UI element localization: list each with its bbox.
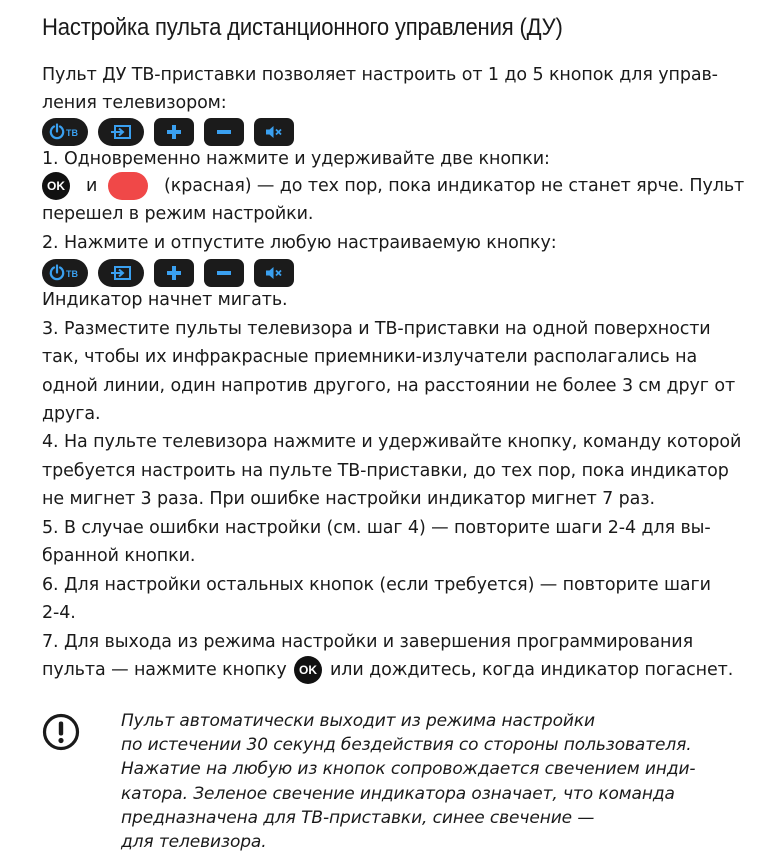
power-tv-icon <box>48 123 82 141</box>
intro-line-2: ления телевизором: <box>42 93 227 113</box>
step3-line-1: 3. Разместите пульты телевизора и ТВ-приставки на одной поверхности <box>42 319 711 339</box>
note-line-5: предназначена для ТВ-приставки, синее свечение — <box>121 808 595 828</box>
step3-line-2: так, чтобы их инфракрасные приемники-излучатели располагались на <box>42 347 698 367</box>
mute-button <box>254 118 294 146</box>
minus-icon <box>216 124 232 140</box>
step7-line-2a: пульта — нажмите кнопку <box>42 660 287 680</box>
volume-down-button <box>204 259 244 287</box>
step4-line-1: 4. На пульте телевизора нажмите и удерживайте кнопку, команду которой <box>42 432 742 452</box>
note-line-6: для телевизора. <box>121 832 267 852</box>
step1-line-1: 1. Одновременно нажмите и удерживайте две кнопки: <box>42 149 550 169</box>
step3-line-4: друга. <box>42 404 101 424</box>
mute-icon <box>265 125 283 139</box>
ok-icon: OK <box>42 172 70 200</box>
tv-label: TB <box>66 269 78 279</box>
power-tv-button <box>42 259 88 287</box>
step7-line-2b: или дождитесь, когда индикатор погаснет. <box>330 660 734 680</box>
tv-label: TB <box>66 128 78 138</box>
page-title: Настройка пульта дистанционного управления (ДУ) <box>42 14 563 41</box>
minus-icon <box>216 265 232 281</box>
step7-line-1: 7. Для выхода из режима настройки и завершения программирования <box>42 632 694 652</box>
input-button <box>98 118 144 146</box>
red-button-inline <box>108 172 148 200</box>
volume-up-button <box>154 118 194 146</box>
ok-button-inline-2 <box>294 656 322 684</box>
volume-down-button <box>204 118 244 146</box>
intro-line-1: Пульт ДУ ТВ-приставки позволяет настроить от 1 до 5 кнопок для управ- <box>42 65 718 85</box>
plus-icon <box>166 124 182 140</box>
note-line-4: катора. Зеленое свечение индикатора означает, что команда <box>121 784 675 804</box>
red-button-icon <box>108 172 148 200</box>
step4-line-2: требуется настроить на пульте ТВ-приставки, до тех пор, пока индикатор <box>42 461 729 481</box>
warning-icon <box>42 713 80 751</box>
power-tv-button <box>42 118 88 146</box>
ok-button-inline <box>42 172 70 200</box>
step4-line-3: не мигнет 3 раза. При ошибке настройки индикатор мигнет 7 раз. <box>42 489 655 509</box>
button-row-2 <box>42 259 294 287</box>
power-tv-icon <box>48 264 82 282</box>
step2-line-1: 2. Нажмите и отпустите любую настраиваемую кнопку: <box>42 233 557 253</box>
step6-line-1: 6. Для настройки остальных кнопок (если требуется) — повторите шаги <box>42 575 711 595</box>
step2-line-2: Индикатор начнет мигать. <box>42 290 288 310</box>
mute-icon <box>265 266 283 280</box>
input-button <box>98 259 144 287</box>
note-line-3: Нажатие на любую из кнопок сопровождается свечением инди- <box>121 759 696 779</box>
step5-line-1: 5. В случае ошибки настройки (см. шаг 4) — повторите шаги 2-4 для вы- <box>42 518 711 538</box>
step3-line-3: одной линии, один напротив другого, на расстоянии не более 3 см друг от <box>42 376 736 396</box>
step1-line-2: (красная) — до тех пор, пока индикатор не станет ярче. Пульт <box>164 176 745 196</box>
step1-line-3: перешел в режим настройки. <box>42 204 314 224</box>
note-line-1: Пульт автоматически выходит из режима настройки <box>121 711 595 731</box>
plus-icon <box>166 265 182 281</box>
ok-icon: OK <box>294 656 322 684</box>
input-icon <box>110 124 132 140</box>
button-row-1 <box>42 118 294 146</box>
input-icon <box>110 265 132 281</box>
mute-button <box>254 259 294 287</box>
step1-conjunction: и <box>86 176 98 196</box>
step5-line-2: бранной кнопки. <box>42 546 196 566</box>
step6-line-2: 2-4. <box>42 603 76 623</box>
note-line-2: по истечении 30 секунд бездействия со стороны пользователя. <box>121 735 692 755</box>
volume-up-button <box>154 259 194 287</box>
